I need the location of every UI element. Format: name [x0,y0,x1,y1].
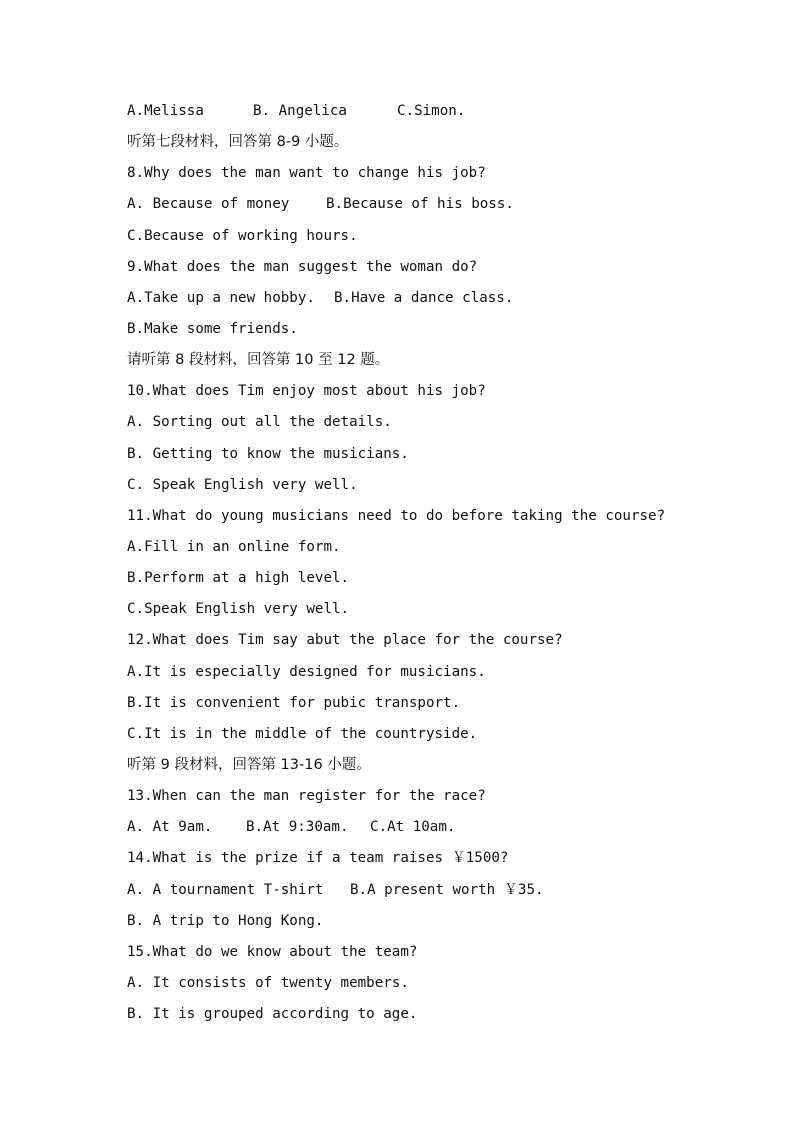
answer-options-row [127,812,747,843]
answer-option [127,221,747,252]
question-text [127,158,747,189]
answer-option-text: B. Getting to know the musicians. [127,445,409,462]
answer-option: A. A tournament T-shirt [127,881,324,898]
answer-option-text: A.Fill in an online form. [127,538,341,555]
answer-options-row [127,96,747,127]
question-text [127,501,747,532]
answer-option [127,657,747,688]
answer-option-text: B.Make some friends. [127,320,298,337]
question-text-text: 11.What do young musicians need to do before taking the course? [127,507,666,524]
answer-option-text: C.Because of working hours. [127,227,358,244]
document-page [127,96,747,1030]
answer-option-text: B. A trip to Hong Kong. [127,912,324,929]
question-text [127,937,747,968]
answer-options-row [127,875,747,906]
answer-options-row [127,189,747,220]
question-text [127,781,747,812]
section-instruction-text: 听第 9 段材料，回答第 13-16 小题。 [127,756,371,773]
answer-option [127,439,747,470]
answer-option: A.Melissa [127,103,204,119]
answer-option [127,470,747,501]
question-text [127,252,747,283]
answer-option: C.Simon. [397,103,466,119]
answer-option: A. At 9am. [127,819,213,836]
question-text-text: 14.What is the prize if a team raises ￥1500? [127,850,509,867]
answer-option [127,719,747,750]
answer-options-row [127,283,747,314]
answer-option-text: C.Speak English very well. [127,601,350,618]
answer-option-text: A. It consists of twenty members. [127,974,409,991]
answer-option-text: A. Sorting out all the details. [127,414,392,431]
answer-option: B.A present worth ￥35. [350,881,544,898]
answer-option [127,407,747,438]
answer-option [127,688,747,719]
answer-option: A.Take up a new hobby. [127,289,315,306]
answer-option-text: B.It is convenient for pubic transport. [127,694,461,711]
answer-option: C.At 10am. [370,819,456,836]
answer-option: B. Angelica [253,103,347,119]
section-instruction-text: 听第七段材料，回答第 8-9 小题。 [127,134,349,151]
section-instruction [127,750,747,781]
answer-option: B.Because of his boss. [326,196,514,213]
answer-option [127,906,747,937]
answer-option [127,314,747,345]
question-text [127,843,747,874]
question-text-text: 10.What does Tim enjoy most about his job? [127,383,486,400]
section-instruction [127,127,747,158]
question-text-text: 15.What do we know about the team? [127,943,418,960]
answer-option-text: B.Perform at a high level. [127,570,350,587]
answer-option [127,532,747,563]
answer-option-text: A.It is especially designed for musicians. [127,663,486,680]
question-text [127,376,747,407]
answer-option [127,563,747,594]
answer-option-text: C.It is in the middle of the countryside. [127,725,478,742]
answer-option: B.At 9:30am. [246,819,349,836]
answer-option: B.Have a dance class. [334,289,514,306]
answer-option [127,999,747,1030]
question-text-text: 9.What does the man suggest the woman do? [127,258,478,275]
section-instruction-text: 请听第 8 段材料，回答第 10 至 12 题。 [127,352,390,369]
question-text-text: 8.Why does the man want to change his job? [127,165,486,182]
answer-option [127,968,747,999]
answer-option: A. Because of money [127,196,290,213]
answer-option-text: B. It is grouped according to age. [127,1006,418,1023]
question-text [127,625,747,656]
question-text-text: 12.What does Tim say abut the place for the course? [127,632,563,649]
answer-option [127,594,747,625]
section-instruction [127,345,747,376]
question-text-text: 13.When can the man register for the race? [127,788,486,805]
answer-option-text: C. Speak English very well. [127,476,358,493]
